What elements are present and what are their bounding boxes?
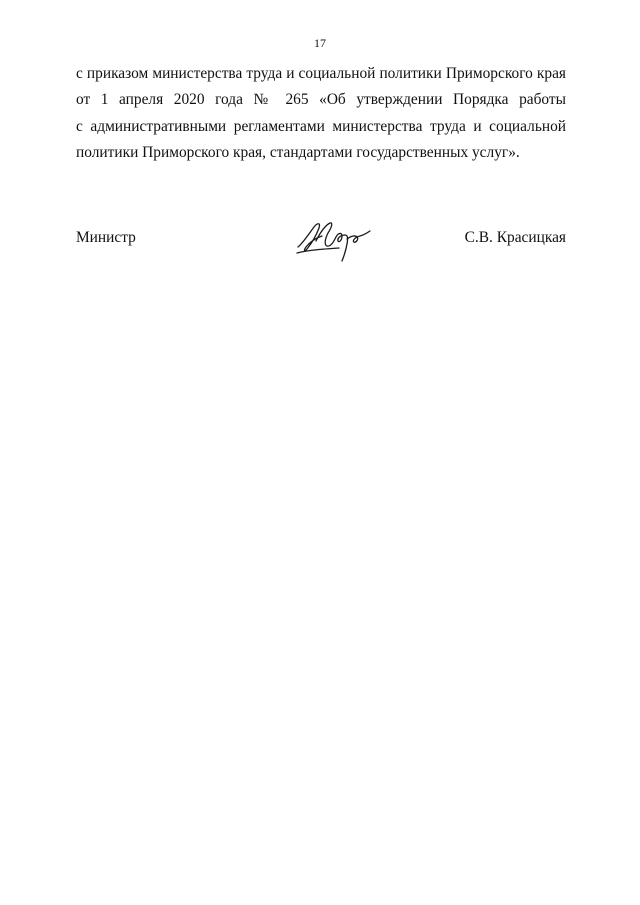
paragraph-line: от 1 апреля 2020 года № 265 «Об утверждении Порядка работы — [76, 91, 566, 109]
signatory-position: Министр — [76, 229, 136, 246]
page-number: 17 — [314, 36, 326, 50]
paragraph-line: с административными регламентами министерства труда и социальной — [76, 117, 566, 135]
body-paragraph — [76, 61, 566, 166]
paragraph-line: политики Приморского края, стандартами государственных услуг». — [76, 143, 520, 161]
signature-block — [76, 227, 566, 277]
paragraph-line: с приказом министерства труда и социальной политики Приморского края — [76, 65, 566, 82]
handwritten-signature — [294, 217, 374, 265]
signatory-name: С.В. Красицкая — [464, 229, 566, 246]
